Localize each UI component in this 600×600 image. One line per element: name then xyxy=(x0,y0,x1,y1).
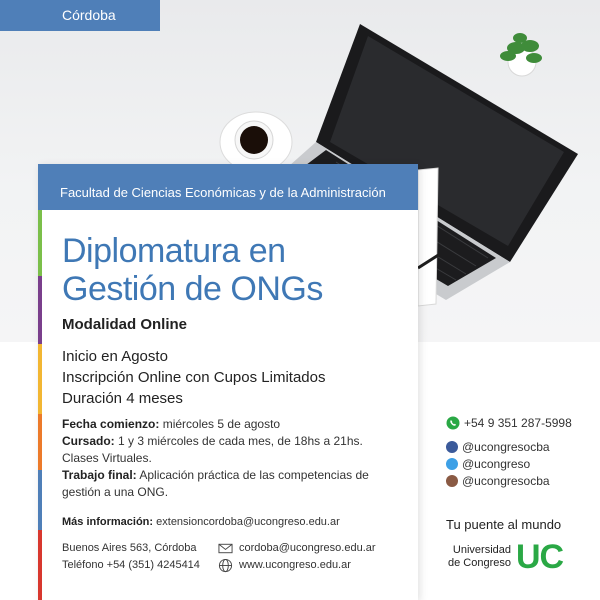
stripe-blue xyxy=(38,470,42,530)
stripe-green xyxy=(38,210,42,276)
program-title xyxy=(62,232,323,308)
instagram-handle[interactable]: @ucongresocba xyxy=(462,473,550,488)
mail-icon xyxy=(218,541,233,556)
university-logo xyxy=(448,540,563,574)
more-info-label: Más información: xyxy=(62,516,154,528)
address-phone: Teléfono +54 (351) 4245414 xyxy=(62,559,200,571)
title-line-1: Diplomatura en xyxy=(62,232,286,270)
logo-mark: UC xyxy=(516,538,564,576)
trabajo-label: Trabajo final: xyxy=(62,468,137,482)
whatsapp-icon xyxy=(446,416,460,430)
trabajo-value: Aplicación práctica de las competencias de xyxy=(139,468,369,482)
address-street: Buenos Aires 563, Córdoba xyxy=(62,542,197,554)
stripe-orange xyxy=(38,414,42,470)
highlights xyxy=(62,346,325,409)
contact-email[interactable]: cordoba@ucongreso.edu.ar xyxy=(239,542,376,554)
title-line-2: Gestión de ONGs xyxy=(62,270,323,308)
logo-wordmark xyxy=(448,544,511,570)
tagline: Tu puente al mundo xyxy=(446,517,562,532)
cursado-label: Cursado: xyxy=(62,434,115,448)
modalidad: Modalidad Online xyxy=(62,316,188,333)
highlight-item: Inscripción Online con Cupos Limitados xyxy=(62,369,326,386)
trabajo-value-2: gestión a una ONG. xyxy=(62,485,169,499)
facebook-icon xyxy=(446,441,458,453)
stripe-purple xyxy=(38,276,42,344)
details xyxy=(62,416,392,501)
highlight-item: Inicio en Agosto xyxy=(62,348,168,365)
whatsapp-number[interactable]: +54 9 351 287-5998 xyxy=(464,415,572,430)
twitter-icon xyxy=(446,458,458,470)
globe-icon xyxy=(218,558,233,573)
fecha-label: Fecha comienzo: xyxy=(62,417,160,431)
more-info-email[interactable]: extensioncordoba@ucongreso.edu.ar xyxy=(156,516,340,528)
cursado-value: 1 y 3 miércoles de cada mes, de 18hs a 21hs. xyxy=(118,434,363,448)
cursado-value-2: Clases Virtuales. xyxy=(62,451,152,465)
faculty-bar: Facultad de Ciencias Económicas y de la Administración xyxy=(38,164,418,210)
contact-web[interactable]: www.ucongreso.edu.ar xyxy=(239,559,351,571)
more-info xyxy=(62,516,340,528)
fecha-value: miércoles 5 de agosto xyxy=(162,417,281,431)
stripe-yellow xyxy=(38,344,42,414)
stripe-red xyxy=(38,530,42,600)
highlight-item: Duración 4 meses xyxy=(62,390,183,407)
city-tag: Córdoba xyxy=(0,0,160,31)
address xyxy=(62,540,200,574)
social-list xyxy=(446,414,572,489)
logo-line-1: Universidad xyxy=(452,544,511,556)
twitter-handle[interactable]: @ucongreso xyxy=(462,456,531,471)
contacts xyxy=(218,540,376,574)
facebook-handle[interactable]: @ucongresocba xyxy=(462,439,550,454)
logo-line-2: de Congreso xyxy=(448,557,511,569)
instagram-icon xyxy=(446,475,458,487)
